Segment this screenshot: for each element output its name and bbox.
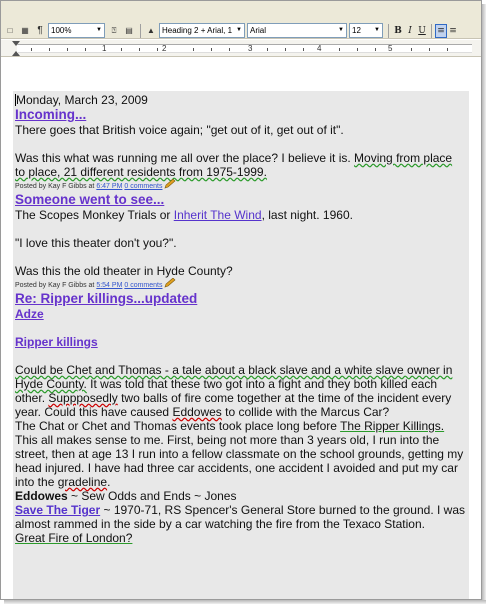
- post-text: [15, 489, 465, 503]
- post-text-span: Was this what was running me all over the place? I believe it is.: [15, 151, 355, 165]
- ruler-tick: [357, 48, 358, 51]
- post-text-span: ~ Sew Odds and Ends ~ Jones: [67, 489, 237, 503]
- post-text: "I love this theater don't you?".: [15, 236, 177, 250]
- post-time-link[interactable]: 6:47 PM: [96, 183, 123, 190]
- save-the-tiger-link[interactable]: Save The Tiger: [15, 503, 101, 517]
- chevron-down-icon: ▼: [236, 27, 242, 33]
- great-fire-text: Great Fire of London?: [15, 531, 133, 545]
- toolbar-divider: [140, 24, 141, 38]
- ruler-tick: [229, 48, 230, 51]
- show-formatting-icon[interactable]: ¶: [37, 25, 43, 36]
- misspelled-word: Eddowes: [172, 405, 222, 419]
- zoom-select[interactable]: [48, 23, 105, 38]
- read-icon[interactable]: ▤: [125, 26, 133, 35]
- misspelled-word: Suppposedly: [48, 391, 118, 405]
- post-paragraph: [15, 363, 465, 419]
- ruler-tick: [303, 48, 304, 51]
- font-value: Arial: [250, 26, 267, 35]
- post-text-span: The Chat or Chet and Thomas events took place long before: [15, 419, 341, 433]
- document-map-icon[interactable]: ▦: [21, 26, 29, 35]
- font-size-select[interactable]: [349, 23, 383, 38]
- toolbar-divider: [388, 24, 389, 38]
- toolbar-divider: [431, 24, 432, 38]
- post-text-span: It was told that these two got into a fight and they both killed each other.: [15, 377, 438, 405]
- adze-link[interactable]: Adze: [15, 307, 44, 321]
- ripper-killings-link[interactable]: Ripper killings: [15, 335, 98, 349]
- window-shadow: [482, 4, 486, 604]
- ruler-tick: [85, 48, 86, 51]
- post-text-span: , last night. 1960.: [261, 208, 353, 222]
- inherit-the-wind-link[interactable]: Inherit The Wind: [173, 208, 262, 222]
- ruler-tick: [139, 48, 140, 51]
- ruler-tick: [67, 48, 68, 51]
- formatting-toolbar: [1, 1, 481, 39]
- post-paragraph: [15, 503, 465, 531]
- post-text-span: This all makes sense to me. First, being not more than 3 years old, I run into the street, then at age 13 I run into a fellow classmate on the school grounds, getting my head injured. I have had three car accidents, one accident I avoided and put my car into the: [15, 433, 464, 489]
- font-select[interactable]: [247, 23, 347, 38]
- post-text-span: .: [107, 475, 111, 489]
- bold-button[interactable]: B: [394, 25, 402, 36]
- ruler-tick: [339, 48, 340, 51]
- chevron-down-icon: ▼: [374, 27, 380, 33]
- post-text-span: ~ 1970-71, RS Spencer's General Store burned to the ground. I was almost rammed in the side by a car watching the fire from the Texaco Station.: [15, 503, 466, 531]
- ruler-number: 5: [388, 44, 393, 53]
- toolbar-row: [1, 21, 481, 40]
- italic-button[interactable]: I: [408, 25, 412, 36]
- ruler-number: 1: [102, 44, 107, 53]
- ruler-tick: [193, 48, 194, 51]
- style-select[interactable]: [159, 23, 245, 38]
- zoom-value: 100%: [51, 26, 72, 35]
- pencil-icon[interactable]: [164, 278, 176, 288]
- post-text-span: The Scopes Monkey Trials or: [15, 208, 174, 222]
- ruler-number: 2: [162, 44, 167, 53]
- post-text: There goes that British voice again; "get out of it, get out of it".: [15, 123, 344, 137]
- blank-line: [15, 222, 465, 236]
- align-left-icon[interactable]: ≡: [435, 24, 447, 38]
- post-text-span: to collide with the Marcus Car?: [221, 405, 390, 419]
- ruler-tick: [49, 48, 50, 51]
- underline-button[interactable]: U: [418, 25, 426, 36]
- window-shadow: [4, 600, 486, 604]
- post-date-text: Monday, March 23, 2009: [16, 93, 148, 107]
- post-date: [15, 93, 465, 107]
- ruler-tick: [157, 48, 158, 51]
- post-text-span: two balls of fire come together at the time of the incident every year. Could this have caused: [15, 391, 452, 419]
- post-text: [15, 531, 465, 545]
- comments-link[interactable]: 0 comments: [124, 183, 163, 190]
- ruler-number: 4: [317, 44, 322, 53]
- post-title-ripper[interactable]: Re: Ripper killings...updated: [15, 291, 198, 306]
- post-time-link[interactable]: 5:54 PM: [96, 282, 123, 289]
- post-text: Was this the old theater in Hyde County?: [15, 264, 233, 278]
- ruler-tick: [429, 48, 430, 51]
- post-author: Posted by Kay F Gibbs at: [15, 183, 97, 190]
- ruler-number: 3: [248, 44, 253, 53]
- post-text: [15, 151, 465, 179]
- comments-link[interactable]: 0 comments: [124, 282, 163, 289]
- post-title-incoming[interactable]: Incoming...: [15, 107, 87, 122]
- font-size-value: 12: [352, 26, 361, 35]
- ruler-tick: [411, 48, 412, 51]
- post-title-someone-went[interactable]: Someone went to see...: [15, 192, 165, 207]
- ruler-tick: [285, 48, 286, 51]
- pencil-icon[interactable]: [164, 179, 176, 189]
- blank-line: [15, 137, 465, 151]
- post-text-span: Moving from place to place, 21 different residents from 1975-1999.: [15, 151, 453, 179]
- ruler-tick: [31, 48, 32, 51]
- blank-line: [15, 321, 465, 335]
- ruler-tick: [121, 48, 122, 51]
- post-text-span: The Ripper Killings.: [340, 419, 445, 433]
- blank-line: [15, 250, 465, 264]
- chevron-down-icon: ▼: [96, 27, 102, 33]
- post-text: [15, 208, 465, 222]
- eddowes-label: Eddowes: [15, 489, 68, 503]
- ruler-tick: [211, 48, 212, 51]
- post-footer: [15, 179, 465, 192]
- ruler-tick: [447, 48, 448, 51]
- chevron-down-icon: ▼: [338, 27, 344, 33]
- blank-line: [15, 349, 465, 363]
- post-text-span: Could be Chet and Thomas - a tale about a black slave and a white slave owner in Hyde County.: [15, 363, 453, 391]
- style-value: Heading 2 + Arial, 1: [162, 26, 233, 35]
- post-paragraph: [15, 419, 465, 489]
- document-content: [15, 93, 465, 545]
- ruler-tick: [375, 48, 376, 51]
- post-author: Posted by Kay F Gibbs at: [15, 282, 97, 289]
- post-footer: [15, 278, 465, 291]
- document-area[interactable]: [13, 91, 469, 600]
- misspelled-word: gradeline: [57, 475, 108, 489]
- print-preview-icon[interactable]: □: [7, 26, 13, 35]
- styles-pane-icon[interactable]: ▲: [147, 26, 155, 35]
- ruler-track: [17, 44, 472, 53]
- help-icon[interactable]: ⍰: [111, 25, 117, 35]
- ruler-tick: [267, 48, 268, 51]
- align-center-icon[interactable]: ≡: [449, 25, 457, 36]
- ruler[interactable]: [1, 40, 481, 57]
